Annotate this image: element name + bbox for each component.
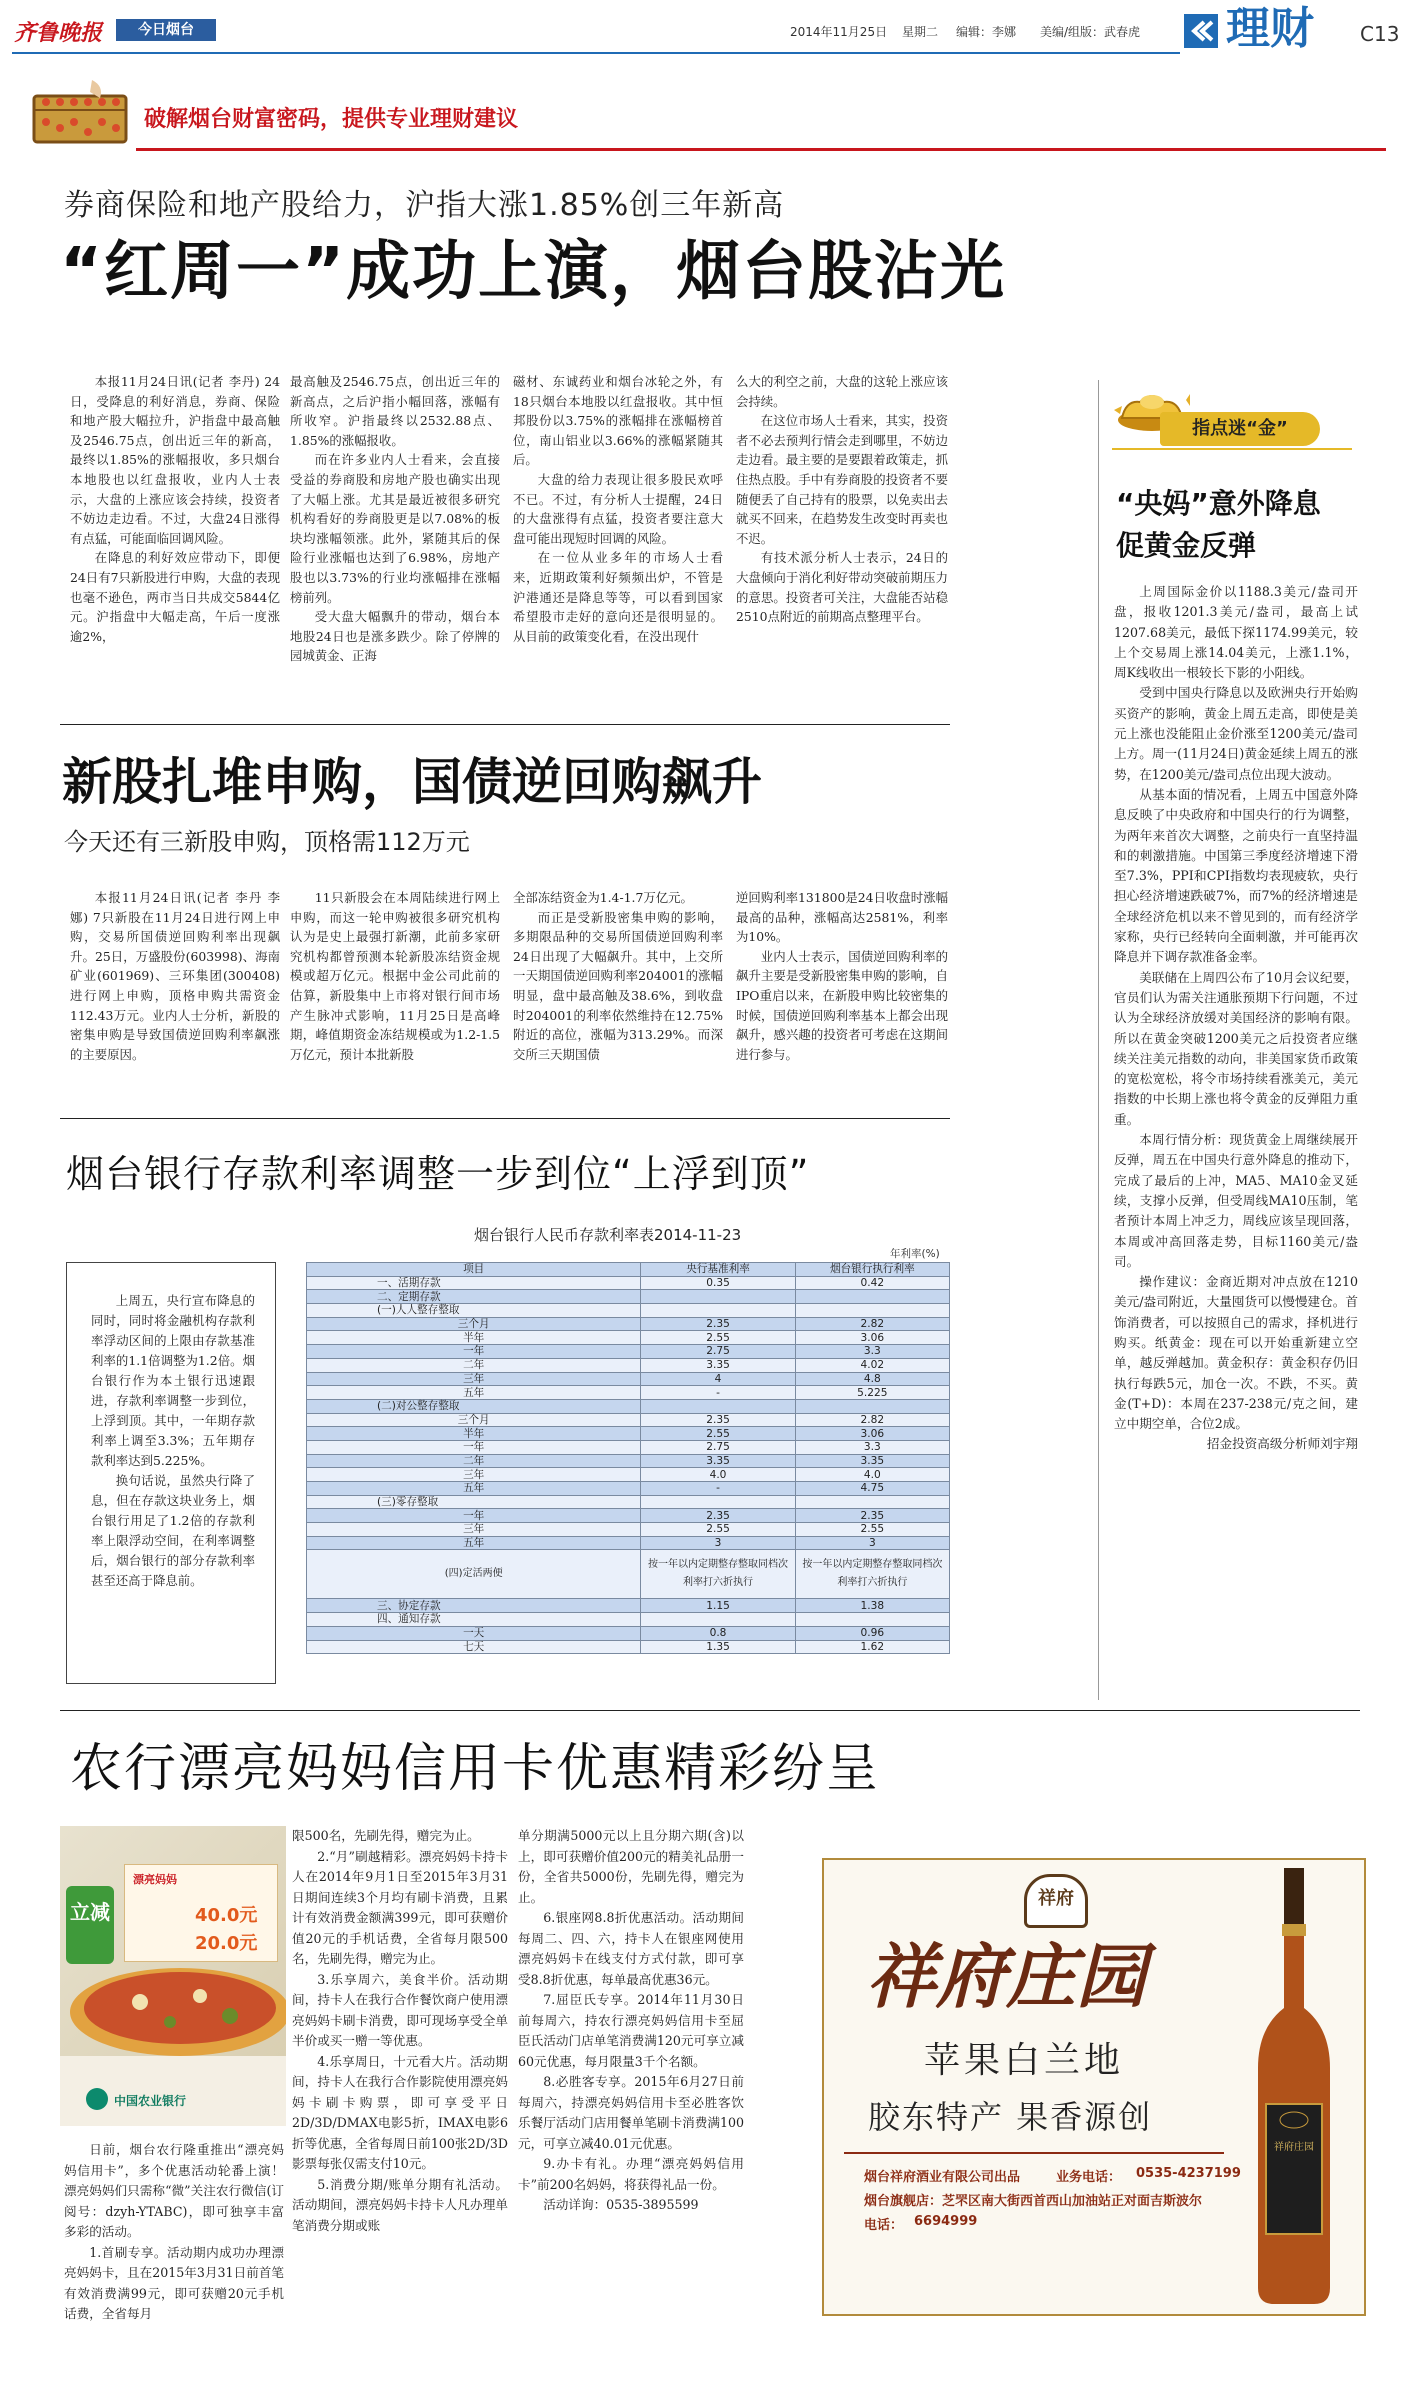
base-rate-cell: 2.35 — [641, 1317, 795, 1331]
issue-date: 2014年11月25日 — [790, 25, 888, 39]
section-label: 今日烟台 — [138, 22, 194, 38]
base-rate-cell: 1.15 — [641, 1599, 795, 1613]
paragraph: 美联储在上周四公布了10月会议纪要，官员们认为需关注通胀预期下行问题，不过认为全球经济放缓对美国经济的影响有限。所以在黄金突破1200美元之后投资者应继续关注美元指数的动向，非美国家货币政策的宽松宽松，将令市场持续看涨美元，美元指数的中长期上涨也将令黄金的反弹阻力重重。 — [1114, 969, 1358, 1127]
ad-tel: 6694999 — [914, 2214, 978, 2229]
rate-table-unit: 年利率(%) — [890, 1248, 940, 1260]
yantai-rate-cell: 1.38 — [795, 1599, 949, 1613]
paper-name: 齐鲁晚报 — [14, 20, 103, 46]
paragraph: 全部冻结资金为1.4-1.7万亿元。 — [513, 890, 693, 905]
paragraph: 而正是受新股密集申购的影响，多期限品种的交易所国债逆回购利率24日出现了大幅飙升。其中，上交所一天期国债逆回购利率204001的涨幅明显，盘中最高触及38.6%，到收盘时204001的利率依然维持在12.75%附近的高位，涨幅为313.29%。而深交所三天期国债 — [513, 909, 723, 1062]
column-header: 烟台银行执行利率 — [795, 1263, 949, 1277]
row-label: 一年 — [307, 1509, 641, 1523]
row-label: 三个月 — [307, 1317, 641, 1331]
paragraph: 本周行情分析：现货黄金上周继续展开反弹，周五在中国央行意外降息的推动下，完成了最后的上冲，MA5、MA10金叉延续，支撑小反弹，但受周线MA10压制，笔者预计本周上冲乏力，周线应该呈现回落，本周或冲高回落走势，目标1160美元/盎司。 — [1114, 1132, 1358, 1269]
row-label: 三个月 — [307, 1413, 641, 1427]
base-rate-cell — [641, 1290, 795, 1304]
table-row — [307, 1626, 950, 1640]
row-label: 二、定期存款 — [307, 1290, 641, 1304]
article1-column-2 — [290, 372, 500, 712]
section-title: 理财 — [1226, 3, 1314, 54]
paragraph: 么大的利空之前，大盘的这轮上涨应该会持续。 — [736, 374, 948, 409]
row-label: 四、通知存款 — [307, 1613, 641, 1627]
article2-headline: 新股扎堆申购，国债逆回购飙升 — [62, 753, 762, 811]
table-row — [307, 1454, 950, 1468]
article1-column-3 — [513, 372, 723, 712]
base-rate-cell: - — [641, 1386, 795, 1400]
rate-table — [306, 1262, 950, 1654]
table-row — [307, 1331, 950, 1345]
row-label: (二)对公整存整取 — [307, 1399, 641, 1413]
chevron-left-icon — [1184, 14, 1218, 48]
yantai-rate-cell: 2.82 — [795, 1317, 949, 1331]
paragraph: 6.银座网8.8折优惠活动。活动期间每周二、四、六，持卡人在银座网使用漂亮妈妈卡在线支付方式付款，即可享受8.8折优惠，每单最高优惠36元。 — [518, 1910, 744, 1987]
base-rate-cell: 4 — [641, 1372, 795, 1386]
table-row — [307, 1468, 950, 1482]
row-label: 半年 — [307, 1427, 641, 1441]
base-rate-cell — [641, 1613, 795, 1627]
divider — [60, 724, 950, 725]
promo-panel — [124, 1864, 278, 1962]
yantai-rate-cell: 4.8 — [795, 1372, 949, 1386]
yantai-rate-cell — [795, 1495, 949, 1509]
base-rate-cell: 2.35 — [641, 1413, 795, 1427]
promo-image — [60, 1826, 286, 2126]
table-row — [307, 1523, 950, 1537]
row-label: 一、活期存款 — [307, 1276, 641, 1290]
article4-column-2 — [292, 1826, 508, 2380]
article2-column-3 — [513, 888, 723, 1104]
bank-name: 中国农业银行 — [114, 2094, 187, 2108]
yantai-rate-cell — [795, 1304, 949, 1318]
paragraph: 限500名，先刷先得，赠完为止。 — [292, 1828, 480, 1843]
base-rate-cell — [641, 1495, 795, 1509]
base-rate-cell: 3.35 — [641, 1454, 795, 1468]
yantai-rate-cell: 3.3 — [795, 1345, 949, 1359]
row-label: 一年 — [307, 1440, 641, 1454]
base-rate-cell: 2.75 — [641, 1345, 795, 1359]
paragraph: 7.屈臣氏专享。2014年11月30日前每周六，持农行漂亮妈妈信用卡至屈臣氏活动门店单笔消费满120元可享立减60元优惠，每月限量3千个名额。 — [518, 1992, 744, 2069]
base-rate-cell — [641, 1304, 795, 1318]
paragraph: 本报11月24日讯(记者 李丹 李娜) 7只新股在11月24日进行网上申购，交易所国债逆回购利率出现飙升。25日，万盛股份(603998)、海南矿业(601969)、三环集团(300408)进行网上申购，顶格申购共需资金112.43万元。业内人士分析，新股的密集申购是导致国债逆回购利率飙涨的主要原因。 — [70, 890, 280, 1062]
base-rate-cell — [641, 1399, 795, 1413]
table-row — [307, 1345, 950, 1359]
paragraph: 在一位从业多年的市场人士看来，近期政策利好频频出炉，不管是沪港通还是降息等等，可以看到国家希望股市走好的意向还是很明显的。从目前的政策变化看，在没出现什 — [513, 550, 723, 644]
table-row — [307, 1495, 950, 1509]
table-row — [307, 1509, 950, 1523]
paragraph: 2.“月”刷越精彩。漂亮妈妈卡持卡人在2014年9月1日至2015年3月31日期间连续3个月均有刷卡消费，且累计有效消费金额满399元，即可获赠价值20元的手机话费，全省每月限500名，先刷先得，赠完为止。 — [292, 1848, 508, 1966]
paragraph: 11只新股会在本周陆续进行网上申购，而这一轮申购被很多研究机构认为是史上最强打新潮，此前多家研究机构都曾预测本轮新股冻结资金规模或超万亿元。根据中金公司此前的估算，新股集中上市将对银行间市场产生脉冲式影响，11月25日是高峰期，峰值期资金冻结规模或为1.2-1.5万亿元，预计本批新股 — [290, 890, 500, 1062]
ad-hotline-label: 业务电话： — [1056, 2170, 1122, 2185]
paragraph: 9.办卡有礼。办理“漂亮妈妈信用卡”前200名妈妈，将获得礼品一份。 — [518, 2156, 744, 2192]
paragraph: 4.乐享周日，十元看大片。活动期间，持卡人在我行合作影院使用漂亮妈妈卡刷卡购票，即可享受平日2D/3D/DMAX电影5折，IMAX电影6折等优惠，全省每周日前100张2D/3D影票每张仅需支付10元。 — [292, 2053, 508, 2171]
byline: 招金投资高级分析师刘宇翔 — [1206, 1436, 1358, 1452]
promo-card-name: 漂亮妈妈 — [133, 1873, 177, 1886]
yantai-rate-cell: 2.55 — [795, 1523, 949, 1537]
table-row — [307, 1386, 950, 1400]
article3-body-box — [66, 1262, 276, 1684]
paragraph: 3.乐享周六，美食半价。活动期间，持卡人在我行合作餐饮商户使用漂亮妈妈卡刷卡消费，即可现场享受全单半价或买一赠一等优惠。 — [292, 1971, 508, 2048]
ad-rule — [844, 2152, 1224, 2154]
row-label: 五年 — [307, 1482, 641, 1496]
table-row — [307, 1399, 950, 1413]
base-rate-cell: 3 — [641, 1536, 795, 1550]
sidebar-tag — [1160, 412, 1320, 446]
base-rate-cell: 2.75 — [641, 1440, 795, 1454]
article2-column-1 — [70, 888, 280, 1104]
sidebar-body — [1114, 582, 1358, 1662]
base-rate-cell: 2.55 — [641, 1523, 795, 1537]
brand-logo — [1024, 1874, 1088, 1928]
base-rate-cell: 按一年以内定期整存整取同档次利率打六折执行 — [641, 1550, 795, 1599]
table-row — [307, 1599, 950, 1613]
designer: 美编/组版：武春虎 — [1040, 25, 1141, 39]
row-label: 一天 — [307, 1626, 641, 1640]
row-label: 二年 — [307, 1358, 641, 1372]
row-label: 一年 — [307, 1345, 641, 1359]
page-number: C13 — [1360, 22, 1400, 46]
paragraph: 磁材、东诚药业和烟台冰轮之外，有18只烟台本地股以红盘报收。其中恒邦股份以3.75%的涨幅排在涨幅榜首位，南山铝业以3.66%的涨幅紧随其后。 — [513, 374, 723, 468]
bank-logo-icon — [86, 2088, 108, 2110]
masthead — [0, 0, 1417, 58]
yantai-rate-cell: 5.225 — [795, 1386, 949, 1400]
table-row — [307, 1276, 950, 1290]
article2-column-2 — [290, 888, 500, 1104]
paragraph: 最高触及2546.75点，创出近三年的新高点，之后沪指小幅回落，涨幅有所收窄。沪指最终以2532.88点、1.85%的涨幅报收。 — [290, 374, 500, 448]
base-rate-cell: 2.55 — [641, 1331, 795, 1345]
paragraph: 8.必胜客专享。2015年6月27日前每周六，持漂亮妈妈信用卡至必胜客饮乐餐厅活动门店用餐单笔刷卡消费满100元，可享立减40.01元优惠。 — [518, 2074, 744, 2151]
yantai-rate-cell: 0.96 — [795, 1626, 949, 1640]
table-row — [307, 1290, 950, 1304]
row-label: (三)零存整取 — [307, 1495, 641, 1509]
yantai-rate-cell: 4.75 — [795, 1482, 949, 1496]
table-row — [307, 1372, 950, 1386]
paragraph: 受大盘大幅飘升的带动，烟台本地股24日也是涨多跌少。除了停牌的园城黄金、正海 — [290, 609, 500, 664]
table-row — [307, 1482, 950, 1496]
issue-weekday: 星期二 — [902, 25, 939, 39]
base-rate-cell: 2.55 — [641, 1427, 795, 1441]
paragraph: 上周国际金价以1188.3美元/盎司开盘，报收1201.3美元/盎司，最高上试1207.68美元，最低下探1174.99美元，较上个交易周上涨14.04美元，上涨1.1%，周K线收出一根较长下影的小阳线。 — [1114, 584, 1358, 681]
article4-column-3 — [518, 1826, 744, 2380]
table-header-row — [307, 1263, 950, 1277]
table-row — [307, 1640, 950, 1654]
paragraph: 有技术派分析人士表示，24日的大盘倾向于消化利好带动突破前期压力的意思。投资者可关注，大盘能否站稳2510点附近的前期高点整理平台。 — [736, 550, 948, 625]
rate-table-grid — [306, 1262, 950, 1654]
article1-headline: “红周一”成功上演，烟台股沾光 — [60, 235, 1007, 309]
yantai-rate-cell — [795, 1399, 949, 1413]
base-rate-cell: 3.35 — [641, 1358, 795, 1372]
paragraph: 上周五，央行宣布降息的同时，同时将金融机构存款利率浮动区间的上限由存款基准利率的1.1倍调整为1.2倍。烟台银行作为本土银行迅速跟进，存款利率调整一步到位，上浮到顶。其中，一年期存款利率上调至3.3%；五年期存款利率达到5.225%。 — [91, 1293, 255, 1468]
yantai-rate-cell: 2.35 — [795, 1509, 949, 1523]
yantai-rate-cell — [795, 1290, 949, 1304]
article3-headline: 烟台银行存款利率调整一步到位“上浮到顶” — [66, 1152, 810, 1196]
sidebar-tag-divider — [1112, 448, 1352, 450]
table-row — [307, 1413, 950, 1427]
contact-line: 活动详询：0535-3895599 — [543, 2197, 699, 2212]
yantai-rate-cell: 0.42 — [795, 1276, 949, 1290]
ad-slogan: 胶东特产 果香源创 — [868, 2098, 1153, 2136]
article4-column-1 — [64, 2140, 284, 2380]
paragraph: 操作建议：金商近期对冲点放在1210美元/盎司附近，大量囤货可以慢慢建仓。首饰消费者，可以按照自己的需求，择机进行购买。纸黄金：现在可以开始重新建立空单，越反弹越加。黄金积存：黄金积存仍旧执行每跌5元，加仓一次。不跌，不买。黄金(T+D)：本周在237-238元/克之间，建立中期空单，合位2成。 — [1114, 1274, 1358, 1432]
yantai-rate-cell: 1.62 — [795, 1640, 949, 1654]
row-label: 半年 — [307, 1331, 641, 1345]
promo-badge — [66, 1886, 114, 1964]
yantai-rate-cell: 4.02 — [795, 1358, 949, 1372]
pizza-icon — [60, 1952, 286, 2056]
table-row — [307, 1427, 950, 1441]
row-label: 五年 — [307, 1386, 641, 1400]
divider — [60, 1710, 1360, 1711]
base-rate-cell: 2.35 — [641, 1509, 795, 1523]
paragraph: 业内人士表示，国债逆回购利率的飙升主要是受新股密集申购的影响，自IPO重启以来，在新股申购比较密集的时候，国债逆回购利率基本上都会出现飙升，感兴趣的投资者可考虑在这期间进行参与。 — [736, 948, 948, 1062]
paragraph: 逆回购利率131800是24日收盘时涨幅最高的品种，涨幅高达2581%，利率为10%。 — [736, 890, 948, 945]
ad-store: 烟台旗舰店：芝罘区南大街西首西山加油站正对面吉斯波尔 — [864, 2194, 1203, 2209]
paragraph: 而在许多业内人士看来，会直接受益的券商股和房地产股也确实出现了大幅上涨。尤其是最近被很多研究机构看好的券商股更是以7.08%的板块均涨幅领涨。此外，紧随其后的保险行业涨幅也达到了6.98%，房地产股也以3.73%的行业均涨幅排在涨幅榜前列。 — [290, 452, 500, 605]
rate-table-title: 烟台银行人民币存款利率表2014-11-23 — [474, 1226, 742, 1244]
yantai-rate-cell: 4.0 — [795, 1468, 949, 1482]
yantai-rate-cell: 3.35 — [795, 1454, 949, 1468]
yantai-rate-cell: 3 — [795, 1536, 949, 1550]
paragraph: 从基本面的情况看，上周五中国意外降息反映了中央政府和中国央行的行为调整，为两年来首次大调整，之前央行一直坚持温和的刺激措施。中国第三季度经济增速下滑至7.3%，PPI和CPI指数均表现疲软，央行担心经济增速跌破7%，而7%的经济增速是全球经济危机以来不曾见到的，而有经济学家称，央行已经转向全面刺激，并可能再次降息并下调存款准备金率。 — [1114, 786, 1358, 965]
slogan: 破解烟台财富密码，提供专业理财建议 — [144, 107, 519, 132]
brandy-bottle-image — [1244, 1868, 1344, 2308]
base-rate-cell: 1.35 — [641, 1640, 795, 1654]
promo-amount-2: 20.0元 — [195, 1933, 258, 1954]
sidebar-rule — [1098, 380, 1099, 1700]
table-row — [307, 1536, 950, 1550]
brand-calligraphy: 祥府庄园 — [866, 1935, 1146, 2018]
paragraph: 在降息的利好效应带动下，即便24日有7只新股进行申购，大盘的表现也毫不逊色，两市当日共成交5844亿元。沪指盘中大幅走高，午后一度涨逾2%， — [70, 550, 280, 644]
paragraph: 单分期满5000元以上且分期六期(含)以上，即可获赠价值200元的精美礼品册一份，全省共5000份，先刷先得，赠完为止。 — [518, 1828, 744, 1905]
brand-logo-text: 祥府 — [1038, 1888, 1074, 1909]
abacus-icon — [30, 78, 130, 148]
base-rate-cell: - — [641, 1482, 795, 1496]
row-label: 二年 — [307, 1454, 641, 1468]
article1-column-1 — [70, 372, 280, 712]
yantai-rate-cell: 3.06 — [795, 1331, 949, 1345]
paragraph: 5.消费分期/账单分期有礼活动。活动期间，漂亮妈妈卡持卡人凡办理单笔消费分期或账 — [292, 2176, 508, 2233]
table-row — [307, 1358, 950, 1372]
promo-amount-1: 40.0元 — [195, 1905, 258, 1926]
paragraph: 换句话说，虽然央行降了息，但在存款这块业务上，烟台银行用足了1.2倍的存款利率上限浮动空间，在利率调整后，烟台银行的部分存款利率甚至还高于降息前。 — [91, 1473, 255, 1588]
paragraph: 大盘的给力表现让很多股民欢呼不已。不过，有分析人士提醒，24日的大盘涨得有点猛，投资者要注意大盘可能出现短时回调的风险。 — [513, 471, 723, 546]
row-label: (四)定活两便 — [307, 1550, 641, 1599]
paragraph: 1.首刷专享。活动期内成功办理漂亮妈妈卡，且在2015年3月31日前首笔有效消费满99元，即可获赠20元手机话费，全省每月 — [64, 2244, 284, 2321]
promo-badge-label: 立减 — [70, 1900, 110, 1924]
masthead-rule — [12, 52, 1180, 54]
ad-hotline: 0535-4237199 — [1136, 2166, 1241, 2181]
product-name: 苹果白兰地 — [924, 2040, 1125, 2081]
row-label: 三、协定存款 — [307, 1599, 641, 1613]
column-header: 项目 — [307, 1263, 641, 1277]
row-label: 七天 — [307, 1640, 641, 1654]
sidebar-tag-label: 指点迷“金” — [1192, 418, 1288, 439]
row-label: 三年 — [307, 1372, 641, 1386]
row-label: (一)人人整存整取 — [307, 1304, 641, 1318]
article4-headline: 农行漂亮妈妈信用卡优惠精彩纷呈 — [70, 1739, 881, 1799]
article2-subhead: 今天还有三新股申购，顶格需112万元 — [64, 828, 470, 856]
base-rate-cell: 4.0 — [641, 1468, 795, 1482]
base-rate-cell: 0.35 — [641, 1276, 795, 1290]
paragraph: 本报11月24日讯(记者 李丹) 24日，受降息的利好消息，券商、保险和地产股大幅拉升，沪指盘中最高触及2546.75点，创出近三年的新高，最终以1.85%的涨幅报收，多只烟台本地股也以红盘报收，业内人士表示，大盘的上涨应该会持续，投资者不妨边走边看。不过，大盘24日涨得有点猛，可能面临回调风险。 — [70, 374, 280, 546]
divider — [60, 1118, 950, 1119]
article1-kicker: 券商保险和地产股给力，沪指大涨1.85%创三年新高 — [64, 188, 785, 223]
editor: 编辑：李娜 — [956, 25, 1017, 39]
ad-tel-label: 电话： — [864, 2218, 904, 2233]
table-row — [307, 1440, 950, 1454]
brandy-advertisement — [822, 1858, 1366, 2316]
column-header: 央行基准利率 — [641, 1263, 795, 1277]
slogan-rule — [136, 148, 1386, 151]
yantai-rate-cell: 按一年以内定期整存整取同档次利率打六折执行 — [795, 1550, 949, 1599]
yantai-rate-cell — [795, 1613, 949, 1627]
yantai-rate-cell: 3.06 — [795, 1427, 949, 1441]
section-badge — [116, 19, 216, 41]
yantai-rate-cell: 2.82 — [795, 1413, 949, 1427]
table-row — [307, 1613, 950, 1627]
paragraph: 日前，烟台农行隆重推出“漂亮妈妈信用卡”，多个优惠活动轮番上演！漂亮妈妈们只需称“微”关注农行微信(订阅号：dzyh-YTABC)，即可独享丰富多彩的活动。 — [64, 2142, 284, 2239]
base-rate-cell: 0.8 — [641, 1626, 795, 1640]
row-label: 三年 — [307, 1468, 641, 1482]
sidebar-title-line2: 促黄金反弹 — [1116, 529, 1257, 562]
table-row — [307, 1317, 950, 1331]
table-row — [307, 1304, 950, 1318]
table-row — [307, 1550, 950, 1599]
article2-column-4 — [736, 888, 948, 1104]
row-label: 三年 — [307, 1523, 641, 1537]
paragraph: 在这位市场人士看来，其实，投资者不必去预判行情会走到哪里，不妨边走边看。最主要的是要跟着政策走，抓住热点股。手中有券商股的投资者不要随便丢了自己持有的股票，以免卖出去就买不回来，在趋势发生改变时再卖也不迟。 — [736, 413, 948, 546]
bottle-label-text: 祥府庄园 — [1274, 2142, 1314, 2153]
row-label: 五年 — [307, 1536, 641, 1550]
paragraph: 受到中国央行降息以及欧洲央行开始购买资产的影响，黄金上周五走高，即使是美元上涨也没能阻止金价涨至1200美元/盎司上方。周一(11月24日)黄金延续上周五的涨势，在1200美元/盎司点位出现大波动。 — [1114, 685, 1358, 782]
sidebar-title-line1: “央妈”意外降息 — [1116, 487, 1321, 520]
yantai-rate-cell: 3.3 — [795, 1440, 949, 1454]
article1-column-4 — [736, 372, 948, 712]
ad-company: 烟台祥府酒业有限公司出品 — [864, 2170, 1021, 2185]
